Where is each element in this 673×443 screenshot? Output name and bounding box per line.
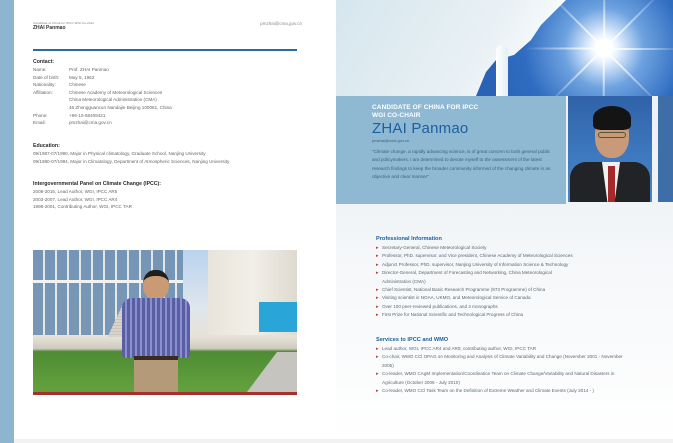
photo-person xyxy=(116,270,196,392)
sun-ray xyxy=(524,48,604,50)
services-list xyxy=(376,345,626,395)
candidate-quote: "Climate change, a rapidly advancing science, is of great concern to both general public and policymakers. I am determined to devote myself to the assessment of the latest research findings to keep the broader community informed of the changing climate in an objective and clear manner" xyxy=(372,149,551,180)
contact-value: China Meteorological Administration (CMA) xyxy=(69,97,157,103)
services-item: ▸ Co-chair, WMO CCl OPAG on Monitoring and Analysis of Climate Variability and Change (November 2001 - November 2005) xyxy=(376,353,626,370)
contact-value: Chinese xyxy=(69,82,86,88)
contact-label xyxy=(33,96,69,104)
photo-blue-signboard xyxy=(259,302,297,332)
professional-item: ▸ Secretary-General, Chinese Meteorological Society xyxy=(376,244,666,252)
blue-side-panel xyxy=(658,96,673,202)
ipcc-item: 2008-2015, Lead Author, WGI, IPCC AR5 xyxy=(33,189,118,194)
ipcc-heading: Intergovernmental Panel on Climate Change (IPCC): xyxy=(33,181,161,187)
running-header-subtitle: Candidate of China for IPCC WGI Co-chair xyxy=(33,21,95,25)
contact-label: Date of birth: xyxy=(33,74,60,80)
contact-label: Name: xyxy=(33,67,47,72)
contact-label xyxy=(33,104,69,112)
running-header-name: ZHAI Panmao xyxy=(33,25,66,31)
professional-item: ▸ Professor, PhD. supervisor, and Vice president, Chinese Academy of Meteorological Sciences xyxy=(376,252,666,260)
education-item: 09/1980-07/1984, Major in Climatology, Department of Atmospheric Sciences, Nanjing University xyxy=(33,158,230,164)
contact-value: +86-10-68409421 xyxy=(69,112,106,118)
professional-info-heading: Professional Information xyxy=(376,236,442,242)
contact-row xyxy=(33,66,172,74)
contact-label: Email: xyxy=(33,120,46,126)
contact-row xyxy=(33,96,172,104)
professional-item: ▸ Adjunct Professor, PhD. supervisor, Nanjing University of Information Science & Technology xyxy=(376,261,666,269)
candidate-title-line1: CANDIDATE OF CHINA FOR IPCC xyxy=(372,104,479,111)
contact-value: May 5, 1962 xyxy=(69,74,95,80)
right-page xyxy=(336,0,673,439)
contact-value: Prof. ZHAI Panmao xyxy=(69,67,109,72)
education-list xyxy=(33,150,229,165)
icicle xyxy=(496,45,508,96)
person-plaid-shirt xyxy=(122,298,190,358)
contact-row xyxy=(33,81,172,89)
photo-walkway xyxy=(247,352,297,392)
contact-value: pmzhai@cma.gov.cn xyxy=(69,120,112,126)
candidate-banner xyxy=(336,96,566,204)
header-divider xyxy=(33,49,297,51)
headshot-portrait xyxy=(568,96,652,202)
contact-label: Phone: xyxy=(33,112,48,118)
ipcc-item: 1998-2001, Contributing Author, WGI, IPCC TAR xyxy=(33,204,132,210)
contact-row xyxy=(33,112,172,120)
professional-item: ▸ Over 100 peer-reviewed publications, and 3 monographs xyxy=(376,303,666,311)
services-item: ▸ Co-leader, WMO CAgM Implementation/Coordination Team on Climate Change/Variability and Natural Disasters in Agriculture (October 2006 - July 2010) xyxy=(376,370,626,387)
sun-ray xyxy=(603,0,605,49)
left-page xyxy=(14,0,336,439)
outdoor-portrait-photo xyxy=(33,250,297,395)
contact-value: 46 Zhongguancun Nandajie Beijing 100081, China xyxy=(69,104,172,110)
contact-table xyxy=(33,66,172,127)
contact-row xyxy=(33,89,172,97)
portrait-hair xyxy=(593,106,631,130)
running-header-email: pmzhai@cma.gov.cn xyxy=(260,21,302,26)
contact-label: Nationality: xyxy=(33,82,56,88)
services-item: ▸ Lead author, WGI, IPCC AR4 and AR5; contributing author, WGI, IPCC TAR xyxy=(376,345,626,353)
ipcc-list xyxy=(33,188,132,211)
professional-item: ▸ Chief Scientist, National Basic Research Programme (973 Programme) of China xyxy=(376,286,666,294)
education-heading: Education: xyxy=(33,143,60,149)
services-heading: Services to IPCC and WMO xyxy=(376,337,449,343)
education-item: 09/1987-07/1990, Major in Physical climatology, Graduate School, Nanjing University xyxy=(33,151,206,156)
candidate-email: pmzhai@cma.gov.cn xyxy=(372,138,410,143)
contact-heading: Contact: xyxy=(33,59,55,65)
contact-label: Affiliation: xyxy=(33,89,53,95)
person-head xyxy=(143,270,169,300)
photo-red-underline xyxy=(33,392,297,395)
services-item: ▸ Co-leader, WMO CCl Task Team on the Definition of Extreme Weather and Climate Events (July 2014 - ) xyxy=(376,387,626,395)
candidate-name: ZHAI Panmao xyxy=(372,120,469,137)
professional-item: ▸ First Prize for National Scientific and Technological Progress of China xyxy=(376,311,666,319)
left-page-edge-strip xyxy=(0,0,14,443)
professional-item: ▸ Visiting scientist in NOAA, UKMO, and Meteorological Service of Canada xyxy=(376,294,666,302)
ipcc-item: 2003-2007, Lead Author, WGI, IPCC AR4 xyxy=(33,196,118,202)
contact-row xyxy=(33,104,172,112)
contact-value: Chinese Academy of Meteorological Sciences xyxy=(69,89,163,95)
person-pants xyxy=(134,360,178,392)
portrait-red-tie xyxy=(608,166,615,202)
contact-row xyxy=(33,74,172,82)
portrait-glasses xyxy=(598,132,626,138)
contact-row xyxy=(33,119,172,127)
professional-info-list xyxy=(376,244,666,320)
candidate-title-line2: WGI CO-CHAIR xyxy=(372,112,421,119)
professional-item: ▸ Director-General, Department of Forecasting and Networking, China Meteorological Administration (CMA) xyxy=(376,269,576,286)
sun-ray xyxy=(604,48,673,50)
